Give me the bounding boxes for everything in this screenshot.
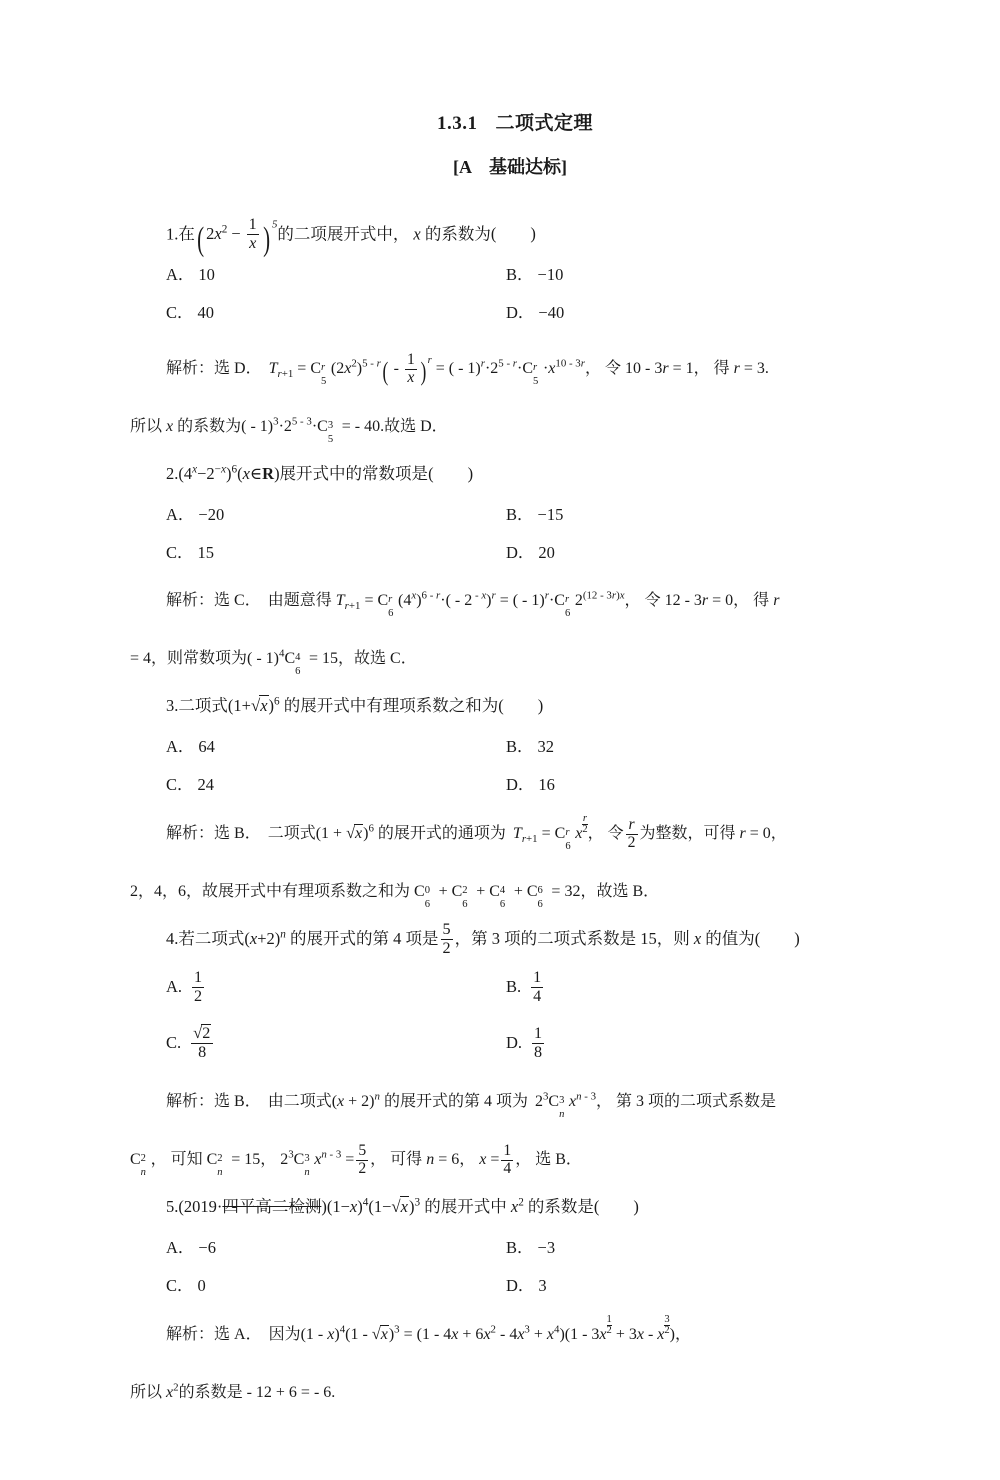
option-1-C-value: 40 <box>197 303 215 323</box>
option-row-3b <box>166 766 870 804</box>
option-5-C[interactable]: C． 0 <box>166 1276 206 1296</box>
question-5-source-struck: 四平高二检测 <box>222 1197 322 1217</box>
option-1-D[interactable]: D． −40 <box>506 303 565 323</box>
option-row-1b <box>166 294 870 332</box>
title-number: 1.3.1 <box>436 113 478 134</box>
option-row-2b <box>166 534 870 572</box>
solution-label-1: 解析： <box>166 360 215 378</box>
option-2-D-value: 20 <box>538 543 555 563</box>
solution-5-line-2: 所以 $x^2$的系数是 - 12 + 6 = - 6. <box>130 1382 336 1402</box>
question-stem-4: 4.若二项式$(x+2)^n$ 的展开式的第 4 项是 $\frac{5}{2}$ ，第 3 项的二项式系数是 15，则 x 的值为( ) <box>166 921 800 957</box>
answer-3: 选 B． <box>214 825 261 843</box>
option-3-D[interactable]: D． 16 <box>506 775 555 795</box>
solution-label-2: 解析： <box>166 592 215 610</box>
option-1-D-value: −40 <box>538 303 565 323</box>
option-row-1a <box>166 256 870 294</box>
option-4-D[interactable]: D. $\frac{1}{8}$ <box>506 1025 543 1061</box>
option-2-A[interactable]: A． −20 <box>166 505 225 525</box>
options-5 <box>130 1229 870 1305</box>
option-4-A-value: $\frac{1}{2}$ <box>194 969 203 1005</box>
solution-3-line-2: 2，4，6，故展开式中有理项系数之和为 C 0 6 + C 2 6 + C 4 6 + C 6 6 = 32，故选 B． <box>130 883 660 911</box>
option-row-4a <box>166 961 870 1017</box>
option-3-B[interactable]: B． 32 <box>506 737 555 757</box>
option-4-C-value: $\frac{√2}{8}$ <box>191 1024 213 1061</box>
solution-label-5: 解析： <box>166 1326 215 1344</box>
solution-1-line-2: 所以 x 的系数为( - $1)^3\cdot 2^{5 - 3}\cdot C$ 3 5 = - 40.故选 D． <box>130 416 448 446</box>
option-5-C-value: 0 <box>197 1276 206 1296</box>
option-4-B-value: $\frac{1}{4}$ <box>533 969 542 1005</box>
option-3-A-value: 64 <box>198 737 215 757</box>
option-row-3a <box>166 728 870 766</box>
question-stem-5: 5.(2019·四平高二检测)$(1-x)^4(1-√x)^3$ 的展开式中 $x^2$ 的系数是( ) <box>166 1196 639 1217</box>
option-5-A[interactable]: A． −6 <box>166 1238 216 1258</box>
page-title <box>130 108 870 135</box>
options-4 <box>130 961 870 1073</box>
option-2-C[interactable]: C． 15 <box>166 543 215 563</box>
option-2-B-value: −15 <box>537 505 564 525</box>
option-1-A[interactable]: A． 10 <box>166 265 215 285</box>
option-2-D[interactable]: D． 20 <box>506 543 555 563</box>
solution-1-line-1: 解析：选 D． $T_{r+1} = C$ r 5 $(2x^2)^{5 - r}$( - $\frac{1}{x}$ )$^r$ = ( - $1)^r\cdot 2^{5 - r}\cdot C$ r 5 $\cdot x^{10 - 3r}$， 令 10 - 3r = 1， 得 r = 3. <box>166 350 769 388</box>
option-3-C[interactable]: C． 24 <box>166 775 215 795</box>
option-1-A-value: 10 <box>198 265 215 285</box>
option-row-2a <box>166 496 870 534</box>
section-heading: [A 基础达标] <box>453 157 567 177</box>
question-stem-3: 3.二项式$(1+√x)^6$ 的展开式中有理项系数之和为( ) <box>166 695 544 716</box>
option-3-D-value: 16 <box>538 775 555 795</box>
question-block-1 <box>130 205 870 448</box>
option-row-5a <box>166 1229 870 1267</box>
option-2-A-value: −20 <box>198 505 225 525</box>
solution-label-3: 解析： <box>166 825 215 843</box>
option-4-C[interactable]: C. $\frac{√2}{8}$ <box>166 1017 215 1069</box>
question-stem-2: $2.(4^x-2^{-x})^6(x\in R)$展开式中的常数项是( ) <box>166 463 474 484</box>
solution-5-line-1: 解析：选 A． 因为$(1 - x)^4(1 - √x)^3 = (1 - 4x + 6x^2 - 4x^3 + x^4)(1 - 3x$ $\frac{1}{2}$ + 3x - x $\frac{3}{2}$ )， <box>166 1313 692 1344</box>
options-2 <box>130 496 870 572</box>
question-block-5 <box>130 1187 870 1414</box>
option-1-B-value: −10 <box>537 265 564 285</box>
option-row-5b <box>166 1267 870 1305</box>
option-4-D-value: $\frac{1}{8}$ <box>534 1025 543 1061</box>
question-block-4 <box>130 919 870 1181</box>
solution-label-4: 解析： <box>166 1093 215 1111</box>
question-block-2 <box>130 454 870 680</box>
solution-2-line-1: 解析：选 C． 由题意得 $T_{r+1} = C$ r 6 $(4^x)^{6 - r}\cdot( - 2$ $^{- x}$)$^r$ = ( - 1)$^r$·C r 6 $2^{(12 - 3r)x}$， 令 12 - 3r = 0， 得 r <box>166 590 780 620</box>
option-5-D[interactable]: D． 3 <box>506 1276 547 1296</box>
option-5-B-value: −3 <box>537 1238 556 1258</box>
option-5-D-value: 3 <box>538 1276 547 1296</box>
option-5-B[interactable]: B． −3 <box>506 1238 556 1258</box>
solution-4-line-1: 解析：选 B． 由二项式$(x + 2)^n$ 的展开式的第 4 项为 $2^3C$ 3 n $x^{n - 3}$， 第 3 项的二项式系数是 <box>166 1091 777 1121</box>
option-1-C[interactable]: C． 40 <box>166 303 215 323</box>
question-5-source-year: 2019· <box>183 1197 223 1217</box>
option-row-4b <box>166 1017 870 1073</box>
option-4-A[interactable]: A. $\frac{1}{2}$ <box>166 969 203 1005</box>
option-2-B[interactable]: B． −15 <box>506 505 564 525</box>
option-3-C-value: 24 <box>197 775 215 795</box>
solution-3-line-1: 解析：选 B． 二项式$(1 + √x)^6$ 的展开式的通项为 $T_{r+1} = C$ r 6 x $\frac{r}{2}$ ， 令 $\frac{r}{2}$ 为整数，可得 r = 0， <box>166 812 787 853</box>
option-1-B[interactable]: B． −10 <box>506 265 564 285</box>
solution-4-line-2: C 2 n ， 可知 C 2 n = 15， $2^3C$ 3 n $x^{n - 3}$ = $\frac{5}{2}$ ， 可得 n = 6， x = $\frac{1}{4}$ ， 选 B． <box>130 1141 582 1179</box>
option-3-B-value: 32 <box>537 737 555 757</box>
solution-2-line-2: = 4，则常数项为( - 1)$^4$C 4 6 = 15，故选 C． <box>130 648 417 678</box>
option-3-A[interactable]: A． 64 <box>166 737 215 757</box>
options-3 <box>130 728 870 804</box>
option-5-A-value: −6 <box>198 1238 216 1258</box>
answer-4: 选 B． <box>214 1093 261 1111</box>
options-1 <box>130 256 870 332</box>
question-block-3 <box>130 686 870 913</box>
title-text: 二项式定理 <box>495 113 593 134</box>
option-2-C-value: 15 <box>197 543 215 563</box>
option-4-B[interactable]: B. $\frac{1}{4}$ <box>506 969 542 1005</box>
answer-5: 选 A． <box>214 1326 262 1344</box>
answer-1: 选 D． <box>214 360 262 378</box>
answer-2: 选 C． <box>214 592 261 610</box>
question-stem-1: 1.在( $2x^2$ − $\frac{1}{x}$ ) $^5$的二项展开式中， x 的系数为( ) <box>166 216 536 258</box>
